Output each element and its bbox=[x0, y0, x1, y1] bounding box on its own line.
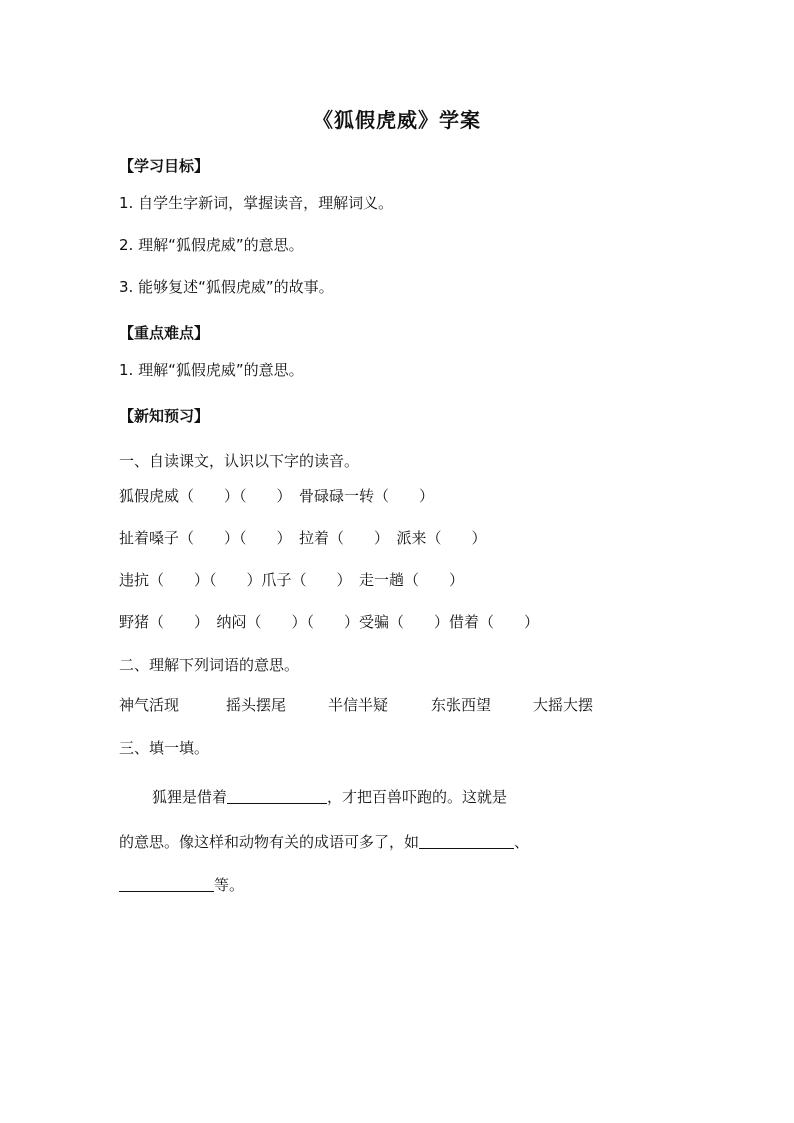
fill-line-1-text-b: ，才把百兽吓跑的。这就是 bbox=[327, 788, 508, 806]
goals-heading: 【学习目标】 bbox=[119, 157, 210, 175]
vocab-word-2: 摇头摆尾 bbox=[226, 696, 287, 714]
preview-heading: 【新知预习】 bbox=[119, 407, 210, 425]
pinyin-row-1: 狐假虎威（ ）（ ） 骨碌碌一转（ ） bbox=[119, 487, 435, 505]
part1-heading: 一、自读课文，认识以下字的读音。 bbox=[119, 452, 360, 470]
blank-3[interactable] bbox=[119, 875, 214, 892]
goal-item-1: 1. 自学生字新词，掌握读音，理解词义。 bbox=[119, 194, 394, 212]
goal-item-3: 3. 能够复述“狐假虎威”的故事。 bbox=[119, 278, 334, 296]
fill-line-2-text-a: 的意思。像这样和动物有关的成语可多了，如 bbox=[119, 833, 420, 851]
pinyin-row-3: 违抗（ ）（ ）爪子（ ） 走一趟（ ） bbox=[119, 571, 465, 589]
pinyin-row-2: 扯着嗓子（ ）（ ） 拉着（ ） 派来（ ） bbox=[119, 529, 487, 547]
fill-line-2-text-b: 、 bbox=[514, 833, 530, 851]
page-title: 《狐假虎威》学案 bbox=[313, 108, 481, 132]
fill-line-3 bbox=[119, 874, 244, 895]
key-points-heading: 【重点难点】 bbox=[119, 324, 210, 342]
fill-line-3-text-b: 等。 bbox=[214, 876, 245, 894]
goal-item-2: 2. 理解“狐假虎威”的意思。 bbox=[119, 236, 304, 254]
part2-heading: 二、理解下列词语的意思。 bbox=[119, 656, 300, 674]
blank-1[interactable] bbox=[227, 787, 327, 804]
vocab-word-3: 半信半疑 bbox=[328, 696, 389, 714]
part3-heading: 三、填一填。 bbox=[119, 739, 210, 757]
fill-line-1 bbox=[152, 786, 507, 807]
fill-line-2 bbox=[119, 831, 529, 852]
fill-line-1-text-a: 狐狸是借着 bbox=[152, 788, 228, 806]
vocab-word-5: 大摇大摆 bbox=[533, 696, 594, 714]
pinyin-row-4: 野猪（ ） 纳闷（ ）（ ）受骗（ ）借着（ ） bbox=[119, 613, 540, 631]
vocab-word-1: 神气活现 bbox=[119, 696, 180, 714]
vocab-word-4: 东张西望 bbox=[431, 696, 492, 714]
key-point-item-1: 1. 理解“狐假虎威”的意思。 bbox=[119, 361, 304, 379]
blank-2[interactable] bbox=[419, 832, 514, 849]
